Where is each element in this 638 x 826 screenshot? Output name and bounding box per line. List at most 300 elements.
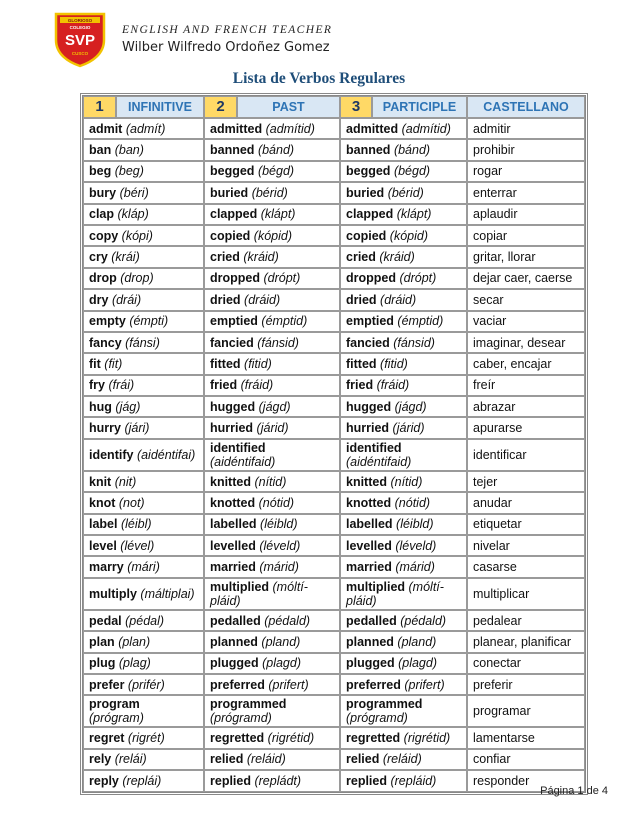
- past-verb: levelled: [210, 538, 256, 553]
- table-row: [83, 353, 585, 374]
- participle-verb: preferred: [346, 677, 401, 692]
- past-pronunciation: (nítid): [254, 474, 287, 489]
- table-row: [83, 749, 585, 770]
- past-verb: pedalled: [210, 613, 261, 628]
- cell-infinitive: [83, 749, 204, 770]
- infinitive-verb: beg: [89, 164, 112, 179]
- past-verb: knitted: [210, 474, 251, 489]
- cell-participle: [340, 727, 467, 748]
- cell-infinitive: [83, 161, 204, 182]
- cell-past: [204, 514, 340, 535]
- table-row: [83, 161, 585, 182]
- past-pronunciation: (léibld): [260, 517, 298, 532]
- past-verb: programmed: [210, 697, 287, 712]
- page-header: [52, 10, 372, 70]
- cell-castellano: imaginar, desear: [467, 332, 585, 353]
- past-pronunciation: (bérid): [251, 185, 288, 200]
- participle-verb: relied: [346, 752, 380, 767]
- infinitive-pronunciation: (kópi): [121, 228, 153, 243]
- cell-past: [204, 332, 340, 353]
- table-row: [83, 332, 585, 353]
- cell-participle: [340, 535, 467, 556]
- past-verb: multiplied: [210, 579, 270, 594]
- infinitive-verb: fit: [89, 356, 101, 371]
- past-verb: plugged: [210, 656, 259, 671]
- cell-past: [204, 417, 340, 438]
- infinitive-pronunciation: (prifér): [127, 677, 165, 692]
- table-row: [83, 695, 585, 727]
- cell-participle: [340, 578, 467, 610]
- participle-pronunciation: (fitid): [380, 356, 408, 371]
- participle-verb: hurried: [346, 421, 390, 436]
- cell-participle: [340, 610, 467, 631]
- teacher-title: ENGLISH AND FRENCH TEACHER: [122, 24, 333, 36]
- table-row: [83, 246, 585, 267]
- cell-participle: [340, 246, 467, 267]
- infinitive-verb: level: [89, 538, 117, 553]
- past-pronunciation: (bégd): [257, 164, 295, 179]
- infinitive-verb: plan: [89, 634, 115, 649]
- participle-verb: pedalled: [346, 613, 397, 628]
- infinitive-pronunciation: (plag): [118, 656, 151, 671]
- infinitive-verb: dry: [89, 292, 109, 307]
- infinitive-pronunciation: (jári): [124, 421, 150, 436]
- past-pronunciation: (admítid): [265, 121, 315, 136]
- cell-past: [204, 749, 340, 770]
- header-castellano: CASTELLANO: [467, 96, 585, 118]
- cell-past: [204, 246, 340, 267]
- infinitive-verb: drop: [89, 271, 117, 286]
- cell-infinitive: [83, 439, 204, 471]
- participle-verb: knotted: [346, 495, 392, 510]
- cell-participle: [340, 139, 467, 160]
- infinitive-verb: bury: [89, 185, 117, 200]
- participle-pronunciation: (bánd): [393, 143, 431, 158]
- table-row: [83, 225, 585, 246]
- table-row: [83, 471, 585, 492]
- participle-verb: planned: [346, 634, 394, 649]
- cell-participle: [340, 118, 467, 139]
- cell-infinitive: [83, 118, 204, 139]
- cell-participle: [340, 674, 467, 695]
- cell-infinitive: [83, 225, 204, 246]
- cell-infinitive: [83, 610, 204, 631]
- cell-participle: [340, 353, 467, 374]
- past-pronunciation: (pédald): [264, 613, 311, 628]
- participle-pronunciation: (prifert): [404, 677, 445, 692]
- participle-verb: knitted: [346, 474, 387, 489]
- infinitive-pronunciation: (krái): [111, 250, 140, 265]
- cell-participle: [340, 417, 467, 438]
- infinitive-pronunciation: (ban): [114, 143, 144, 158]
- participle-verb: banned: [346, 143, 391, 158]
- cell-infinitive: [83, 375, 204, 396]
- cell-infinitive: [83, 727, 204, 748]
- participle-pronunciation: (aidéntifaid): [346, 454, 412, 469]
- infinitive-pronunciation: (mári): [127, 560, 160, 575]
- infinitive-pronunciation: (not): [118, 495, 145, 510]
- cell-castellano: gritar, llorar: [467, 246, 585, 267]
- infinitive-verb: copy: [89, 228, 119, 243]
- past-pronunciation: (bánd): [257, 143, 295, 158]
- page-number: Página 1 de 4: [540, 785, 608, 797]
- cell-past: [204, 139, 340, 160]
- cell-infinitive: [83, 535, 204, 556]
- past-verb: admitted: [210, 121, 263, 136]
- cell-past: [204, 535, 340, 556]
- cell-infinitive: [83, 631, 204, 652]
- past-verb: replied: [210, 773, 251, 788]
- past-pronunciation: (repládt): [254, 773, 302, 788]
- past-verb: planned: [210, 634, 258, 649]
- cell-past: [204, 653, 340, 674]
- cell-past: [204, 353, 340, 374]
- cell-past: [204, 578, 340, 610]
- infinitive-verb: hurry: [89, 421, 121, 436]
- participle-pronunciation: (léveld): [395, 538, 437, 553]
- past-verb: fancied: [210, 335, 254, 350]
- infinitive-verb: empty: [89, 314, 126, 329]
- participle-pronunciation: (jágd): [394, 399, 427, 414]
- participle-pronunciation: (admítid): [401, 121, 451, 136]
- participle-pronunciation: (fráid): [376, 378, 410, 393]
- infinitive-verb: reply: [89, 773, 119, 788]
- table-row: [83, 727, 585, 748]
- cell-past: [204, 770, 340, 791]
- table-row: [83, 674, 585, 695]
- participle-pronunciation: (pédald): [400, 613, 447, 628]
- svg-text:COLEGIO: COLEGIO: [69, 25, 91, 30]
- cell-castellano: abrazar: [467, 396, 585, 417]
- infinitive-verb: plug: [89, 656, 116, 671]
- participle-pronunciation: (reláid): [382, 752, 422, 767]
- participle-pronunciation: (móltí-pláid): [346, 579, 444, 608]
- cell-participle: [340, 492, 467, 513]
- cell-castellano: etiquetar: [467, 514, 585, 535]
- cell-participle: [340, 268, 467, 289]
- infinitive-pronunciation: (fit): [104, 356, 123, 371]
- table-row: [83, 396, 585, 417]
- cell-infinitive: [83, 770, 204, 791]
- cell-castellano: preferir: [467, 674, 585, 695]
- table-row: [83, 139, 585, 160]
- infinitive-pronunciation: (máltiplai): [140, 586, 195, 601]
- past-verb: dried: [210, 292, 241, 307]
- past-verb: regretted: [210, 731, 265, 746]
- school-crest-logo: [52, 10, 108, 68]
- cell-infinitive: [83, 182, 204, 203]
- infinitive-verb: clap: [89, 207, 115, 222]
- participle-verb: clapped: [346, 207, 394, 222]
- cell-castellano: conectar: [467, 653, 585, 674]
- table-row: [83, 204, 585, 225]
- infinitive-pronunciation: (aidéntifai): [136, 447, 196, 462]
- infinitive-pronunciation: (frái): [108, 378, 135, 393]
- table-body: [83, 118, 585, 792]
- participle-pronunciation: (klápt): [396, 207, 432, 222]
- infinitive-verb: fry: [89, 378, 105, 393]
- participle-pronunciation: (rigrétid): [403, 731, 451, 746]
- past-verb: knotted: [210, 495, 256, 510]
- infinitive-pronunciation: (plan): [118, 634, 151, 649]
- cell-castellano: dejar caer, caerse: [467, 268, 585, 289]
- cell-past: [204, 727, 340, 748]
- cell-participle: [340, 161, 467, 182]
- cell-castellano: secar: [467, 289, 585, 310]
- cell-participle: [340, 770, 467, 791]
- header-participle: PARTICIPLE: [372, 96, 467, 118]
- cell-past: [204, 268, 340, 289]
- participle-pronunciation: (dráid): [380, 292, 417, 307]
- cell-past: [204, 118, 340, 139]
- cell-past: [204, 161, 340, 182]
- table-row: [83, 610, 585, 631]
- participle-verb: identified: [346, 440, 402, 455]
- cell-participle: [340, 631, 467, 652]
- cell-infinitive: [83, 695, 204, 727]
- header-past: PAST: [237, 96, 340, 118]
- participle-pronunciation: (prógramd): [346, 711, 408, 726]
- past-pronunciation: (móltí-pláid): [210, 579, 308, 608]
- past-verb: emptied: [210, 314, 258, 329]
- table-row: [83, 268, 585, 289]
- infinitive-verb: multiply: [89, 586, 137, 601]
- cell-past: [204, 375, 340, 396]
- participle-verb: labelled: [346, 517, 393, 532]
- past-pronunciation: (fráid): [240, 378, 274, 393]
- past-verb: begged: [210, 164, 255, 179]
- table-row: [83, 578, 585, 610]
- participle-pronunciation: (léibld): [396, 517, 434, 532]
- cell-past: [204, 311, 340, 332]
- past-verb: cried: [210, 250, 240, 265]
- cell-infinitive: [83, 417, 204, 438]
- cell-infinitive: [83, 653, 204, 674]
- header-number-3: 3: [340, 96, 372, 118]
- past-verb: copied: [210, 228, 251, 243]
- cell-castellano: nivelar: [467, 535, 585, 556]
- participle-verb: replied: [346, 773, 387, 788]
- svg-text:CUSCO: CUSCO: [71, 51, 89, 56]
- cell-castellano: caber, encajar: [467, 353, 585, 374]
- teacher-name: Wilber Wilfredo Ordoñez Gomez: [122, 40, 330, 55]
- table-row: [83, 631, 585, 652]
- header-number-1: 1: [83, 96, 116, 118]
- cell-participle: [340, 289, 467, 310]
- past-pronunciation: (járid): [256, 421, 289, 436]
- infinitive-verb: fancy: [89, 335, 122, 350]
- infinitive-pronunciation: (admít): [125, 121, 166, 136]
- table-row: [83, 535, 585, 556]
- participle-pronunciation: (pland): [397, 634, 437, 649]
- infinitive-pronunciation: (émpti): [129, 314, 169, 329]
- cell-past: [204, 492, 340, 513]
- participle-pronunciation: (fánsid): [393, 335, 435, 350]
- cell-past: [204, 396, 340, 417]
- infinitive-verb: ban: [89, 143, 112, 158]
- participle-verb: fitted: [346, 356, 377, 371]
- cell-infinitive: [83, 396, 204, 417]
- cell-castellano: responder: [467, 770, 585, 791]
- cell-castellano: planear, planificar: [467, 631, 585, 652]
- participle-verb: dried: [346, 292, 377, 307]
- infinitive-pronunciation: (relái): [114, 752, 147, 767]
- past-pronunciation: (márid): [259, 560, 299, 575]
- participle-pronunciation: (repláid): [390, 773, 437, 788]
- infinitive-verb: pedal: [89, 613, 122, 628]
- participle-pronunciation: (bérid): [387, 185, 424, 200]
- cell-infinitive: [83, 311, 204, 332]
- table-row: [83, 417, 585, 438]
- infinitive-verb: identify: [89, 447, 134, 462]
- table-row: [83, 770, 585, 791]
- cell-castellano: rogar: [467, 161, 585, 182]
- cell-infinitive: [83, 471, 204, 492]
- past-pronunciation: (kráid): [243, 250, 279, 265]
- table-row: [83, 375, 585, 396]
- cell-participle: [340, 396, 467, 417]
- past-pronunciation: (fánsid): [257, 335, 299, 350]
- infinitive-pronunciation: (jág): [115, 399, 141, 414]
- cell-infinitive: [83, 514, 204, 535]
- participle-pronunciation: (drópt): [399, 271, 437, 286]
- cell-infinitive: [83, 268, 204, 289]
- past-verb: clapped: [210, 207, 258, 222]
- infinitive-verb: regret: [89, 731, 125, 746]
- cell-past: [204, 439, 340, 471]
- cell-castellano: casarse: [467, 556, 585, 577]
- cell-castellano: confiar: [467, 749, 585, 770]
- cell-participle: [340, 556, 467, 577]
- cell-participle: [340, 653, 467, 674]
- cell-castellano: programar: [467, 695, 585, 727]
- cell-past: [204, 610, 340, 631]
- cell-infinitive: [83, 289, 204, 310]
- table-row: [83, 311, 585, 332]
- past-pronunciation: (pland): [261, 634, 301, 649]
- table-row: [83, 514, 585, 535]
- cell-past: [204, 471, 340, 492]
- participle-verb: begged: [346, 164, 391, 179]
- infinitive-verb: rely: [89, 752, 112, 767]
- infinitive-verb: cry: [89, 250, 108, 265]
- past-verb: hugged: [210, 399, 256, 414]
- cell-castellano: enterrar: [467, 182, 585, 203]
- participle-pronunciation: (kráid): [379, 250, 415, 265]
- regular-verbs-table: [80, 93, 588, 795]
- infinitive-verb: hug: [89, 399, 112, 414]
- participle-verb: admitted: [346, 121, 399, 136]
- participle-verb: copied: [346, 228, 387, 243]
- infinitive-pronunciation: (pédal): [125, 613, 165, 628]
- past-verb: fitted: [210, 356, 241, 371]
- cell-participle: [340, 182, 467, 203]
- cell-past: [204, 695, 340, 727]
- cell-infinitive: [83, 246, 204, 267]
- table-row: [83, 556, 585, 577]
- table-row: [83, 439, 585, 471]
- infinitive-pronunciation: (nit): [114, 474, 137, 489]
- table-row: [83, 653, 585, 674]
- past-pronunciation: (aidéntifaid): [210, 454, 276, 469]
- cell-castellano: freír: [467, 375, 585, 396]
- past-pronunciation: (klápt): [260, 207, 296, 222]
- past-verb: married: [210, 560, 256, 575]
- infinitive-verb: marry: [89, 560, 124, 575]
- cell-infinitive: [83, 674, 204, 695]
- cell-castellano: anudar: [467, 492, 585, 513]
- participle-verb: multiplied: [346, 579, 406, 594]
- infinitive-pronunciation: (fánsi): [125, 335, 160, 350]
- infinitive-verb: program: [89, 697, 140, 712]
- cell-participle: [340, 375, 467, 396]
- past-pronunciation: (prógramd): [210, 711, 272, 726]
- participle-verb: dropped: [346, 271, 396, 286]
- infinitive-pronunciation: (béri): [119, 185, 149, 200]
- cell-castellano: prohibir: [467, 139, 585, 160]
- participle-pronunciation: (plagd): [398, 656, 438, 671]
- cell-infinitive: [83, 332, 204, 353]
- participle-verb: cried: [346, 250, 376, 265]
- participle-verb: regretted: [346, 731, 401, 746]
- participle-pronunciation: (járid): [392, 421, 425, 436]
- past-verb: fried: [210, 378, 238, 393]
- cell-infinitive: [83, 492, 204, 513]
- past-pronunciation: (dráid): [244, 292, 281, 307]
- cell-castellano: vaciar: [467, 311, 585, 332]
- cell-castellano: aplaudir: [467, 204, 585, 225]
- infinitive-pronunciation: (beg): [114, 164, 144, 179]
- past-pronunciation: (reláid): [246, 752, 286, 767]
- cell-past: [204, 225, 340, 246]
- past-verb: preferred: [210, 677, 265, 692]
- svg-text:GLORIOSO: GLORIOSO: [67, 18, 93, 23]
- participle-pronunciation: (márid): [395, 560, 435, 575]
- infinitive-pronunciation: (drop): [120, 271, 154, 286]
- infinitive-pronunciation: (prógram): [89, 711, 144, 726]
- cell-infinitive: [83, 204, 204, 225]
- participle-verb: fried: [346, 378, 374, 393]
- cell-past: [204, 674, 340, 695]
- past-verb: relied: [210, 752, 244, 767]
- participle-verb: married: [346, 560, 392, 575]
- svg-text:SVP: SVP: [64, 32, 96, 49]
- cell-participle: [340, 695, 467, 727]
- cell-castellano: identificar: [467, 439, 585, 471]
- participle-verb: hugged: [346, 399, 392, 414]
- participle-pronunciation: (nótid): [394, 495, 431, 510]
- infinitive-verb: label: [89, 517, 118, 532]
- infinitive-pronunciation: (replái): [122, 773, 162, 788]
- past-verb: buried: [210, 185, 249, 200]
- past-verb: banned: [210, 143, 255, 158]
- table-row: [83, 118, 585, 139]
- cell-castellano: copiar: [467, 225, 585, 246]
- past-verb: identified: [210, 440, 266, 455]
- cell-castellano: pedalear: [467, 610, 585, 631]
- cell-past: [204, 289, 340, 310]
- participle-verb: fancied: [346, 335, 390, 350]
- cell-participle: [340, 332, 467, 353]
- infinitive-pronunciation: (drái): [111, 292, 142, 307]
- infinitive-pronunciation: (kláp): [117, 207, 149, 222]
- cell-infinitive: [83, 578, 204, 610]
- cell-participle: [340, 471, 467, 492]
- past-pronunciation: (plagd): [262, 656, 302, 671]
- participle-pronunciation: (nítid): [390, 474, 423, 489]
- cell-participle: [340, 204, 467, 225]
- infinitive-verb: prefer: [89, 677, 125, 692]
